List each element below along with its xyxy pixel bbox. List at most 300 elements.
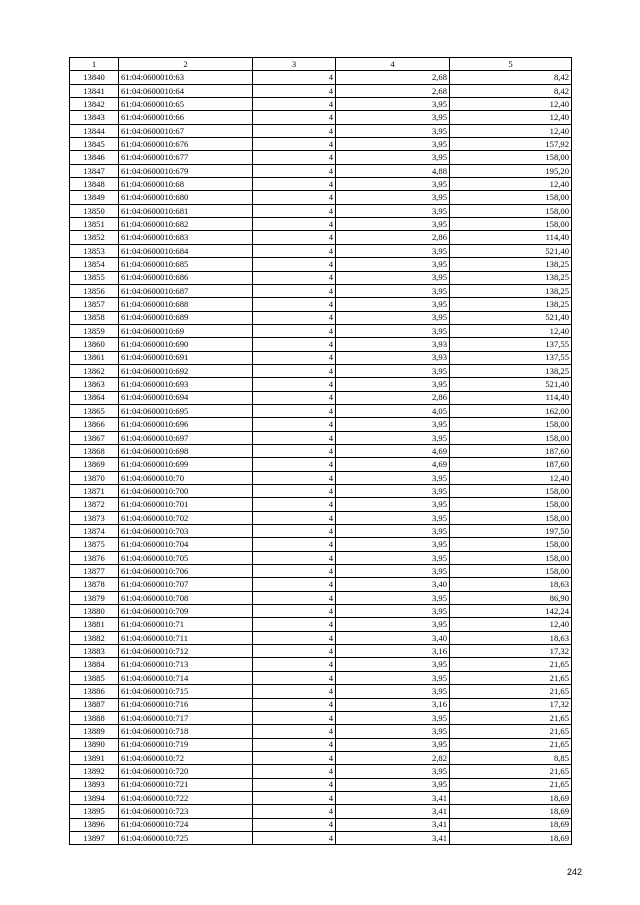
amount-cell: 197,50	[450, 525, 572, 538]
cadastral-number-cell: 61:04:0600010:700	[119, 485, 253, 498]
row-number-cell: 13859	[70, 324, 119, 337]
cadastral-number-cell: 61:04:0600010:66	[119, 111, 253, 124]
cadastral-number-cell: 61:04:0600010:676	[119, 138, 253, 151]
rate-cell: 4	[253, 805, 336, 818]
rate-cell: 4	[253, 751, 336, 764]
rate-cell: 4	[253, 618, 336, 631]
rate-cell: 4	[253, 298, 336, 311]
row-number-cell: 13843	[70, 111, 119, 124]
amount-cell: 142,24	[450, 605, 572, 618]
amount-cell: 138,25	[450, 258, 572, 271]
table-row	[70, 404, 572, 417]
amount-cell: 18,63	[450, 631, 572, 644]
amount-cell: 17,32	[450, 698, 572, 711]
amount-cell: 187,60	[450, 458, 572, 471]
cadastral-number-cell: 61:04:0600010:712	[119, 645, 253, 658]
row-number-cell: 13895	[70, 805, 119, 818]
amount-cell: 21,65	[450, 711, 572, 724]
row-number-cell: 13878	[70, 578, 119, 591]
table-row	[70, 711, 572, 724]
table-row	[70, 685, 572, 698]
table-row	[70, 284, 572, 297]
cadastral-number-cell: 61:04:0600010:693	[119, 378, 253, 391]
value-cell: 3,95	[336, 498, 450, 511]
amount-cell: 12,40	[450, 98, 572, 111]
amount-cell: 137,55	[450, 351, 572, 364]
value-cell: 3,16	[336, 698, 450, 711]
page-number: 242	[566, 867, 582, 877]
rate-cell: 4	[253, 765, 336, 778]
table-row	[70, 471, 572, 484]
rate-cell: 4	[253, 658, 336, 671]
cadastral-number-cell: 61:04:0600010:680	[119, 191, 253, 204]
cadastral-number-cell: 61:04:0600010:64	[119, 84, 253, 97]
value-cell: 3,95	[336, 138, 450, 151]
value-cell: 4,69	[336, 444, 450, 457]
value-cell: 3,95	[336, 565, 450, 578]
row-number-cell: 13884	[70, 658, 119, 671]
cadastral-number-cell: 61:04:0600010:713	[119, 658, 253, 671]
table-row	[70, 551, 572, 564]
data-table	[69, 57, 572, 845]
rate-cell: 4	[253, 645, 336, 658]
rate-cell: 4	[253, 685, 336, 698]
rate-cell: 4	[253, 338, 336, 351]
row-number-cell: 13889	[70, 725, 119, 738]
value-cell: 3,95	[336, 431, 450, 444]
row-number-cell: 13840	[70, 71, 119, 84]
row-number-cell: 13897	[70, 831, 119, 844]
value-cell: 3,95	[336, 725, 450, 738]
table-row	[70, 751, 572, 764]
value-cell: 3,95	[336, 98, 450, 111]
row-number-cell: 13874	[70, 525, 119, 538]
cadastral-number-cell: 61:04:0600010:709	[119, 605, 253, 618]
table-row	[70, 671, 572, 684]
rate-cell: 4	[253, 711, 336, 724]
rate-cell: 4	[253, 498, 336, 511]
amount-cell: 21,65	[450, 671, 572, 684]
rate-cell: 4	[253, 378, 336, 391]
amount-cell: 18,63	[450, 578, 572, 591]
table-row	[70, 258, 572, 271]
amount-cell: 21,65	[450, 778, 572, 791]
amount-cell: 158,00	[450, 218, 572, 231]
table-row	[70, 485, 572, 498]
amount-cell: 137,55	[450, 338, 572, 351]
column-header-2: 2	[119, 58, 253, 71]
table-row	[70, 324, 572, 337]
rate-cell: 4	[253, 218, 336, 231]
value-cell: 3,41	[336, 831, 450, 844]
cadastral-number-cell: 61:04:0600010:69	[119, 324, 253, 337]
rate-cell: 4	[253, 178, 336, 191]
rate-cell: 4	[253, 444, 336, 457]
cadastral-number-cell: 61:04:0600010:70	[119, 471, 253, 484]
rate-cell: 4	[253, 578, 336, 591]
table-row	[70, 511, 572, 524]
amount-cell: 8,42	[450, 84, 572, 97]
cadastral-number-cell: 61:04:0600010:63	[119, 71, 253, 84]
cadastral-number-cell: 61:04:0600010:725	[119, 831, 253, 844]
value-cell: 3,95	[336, 511, 450, 524]
cadastral-number-cell: 61:04:0600010:686	[119, 271, 253, 284]
table-row	[70, 418, 572, 431]
cadastral-number-cell: 61:04:0600010:720	[119, 765, 253, 778]
amount-cell: 138,25	[450, 298, 572, 311]
table-row	[70, 444, 572, 457]
row-number-cell: 13849	[70, 191, 119, 204]
table-row	[70, 298, 572, 311]
rate-cell: 4	[253, 324, 336, 337]
row-number-cell: 13854	[70, 258, 119, 271]
row-number-cell: 13842	[70, 98, 119, 111]
rate-cell: 4	[253, 671, 336, 684]
value-cell: 3,95	[336, 418, 450, 431]
rate-cell: 4	[253, 364, 336, 377]
amount-cell: 138,25	[450, 284, 572, 297]
cadastral-number-cell: 61:04:0600010:723	[119, 805, 253, 818]
rate-cell: 4	[253, 538, 336, 551]
row-number-cell: 13888	[70, 711, 119, 724]
value-cell: 4,88	[336, 164, 450, 177]
cadastral-number-cell: 61:04:0600010:688	[119, 298, 253, 311]
value-cell: 3,95	[336, 711, 450, 724]
row-number-cell: 13879	[70, 591, 119, 604]
value-cell: 3,95	[336, 284, 450, 297]
table-row	[70, 218, 572, 231]
table-row	[70, 364, 572, 377]
value-cell: 3,95	[336, 538, 450, 551]
rate-cell: 4	[253, 191, 336, 204]
amount-cell: 18,69	[450, 791, 572, 804]
value-cell: 3,95	[336, 685, 450, 698]
row-number-cell: 13844	[70, 124, 119, 137]
cadastral-number-cell: 61:04:0600010:718	[119, 725, 253, 738]
rate-cell: 4	[253, 124, 336, 137]
table-row	[70, 151, 572, 164]
cadastral-number-cell: 61:04:0600010:685	[119, 258, 253, 271]
row-number-cell: 13847	[70, 164, 119, 177]
table-row	[70, 431, 572, 444]
row-number-cell: 13868	[70, 444, 119, 457]
cadastral-number-cell: 61:04:0600010:701	[119, 498, 253, 511]
table-row	[70, 111, 572, 124]
table-row	[70, 605, 572, 618]
row-number-cell: 13852	[70, 231, 119, 244]
table-body	[70, 71, 572, 845]
rate-cell: 4	[253, 525, 336, 538]
row-number-cell: 13896	[70, 818, 119, 831]
table-row	[70, 818, 572, 831]
amount-cell: 157,92	[450, 138, 572, 151]
table-row	[70, 498, 572, 511]
rate-cell: 4	[253, 831, 336, 844]
row-number-cell: 13845	[70, 138, 119, 151]
amount-cell: 158,00	[450, 204, 572, 217]
table-row	[70, 805, 572, 818]
value-cell: 3,95	[336, 218, 450, 231]
rate-cell: 4	[253, 84, 336, 97]
row-number-cell: 13866	[70, 418, 119, 431]
row-number-cell: 13883	[70, 645, 119, 658]
row-number-cell: 13876	[70, 551, 119, 564]
table-row	[70, 618, 572, 631]
rate-cell: 4	[253, 351, 336, 364]
amount-cell: 521,40	[450, 378, 572, 391]
value-cell: 3,95	[336, 738, 450, 751]
row-number-cell: 13882	[70, 631, 119, 644]
header-row	[70, 58, 572, 71]
amount-cell: 158,00	[450, 485, 572, 498]
amount-cell: 114,40	[450, 231, 572, 244]
amount-cell: 158,00	[450, 151, 572, 164]
rate-cell: 4	[253, 284, 336, 297]
amount-cell: 195,20	[450, 164, 572, 177]
cadastral-number-cell: 61:04:0600010:708	[119, 591, 253, 604]
rate-cell: 4	[253, 565, 336, 578]
row-number-cell: 13877	[70, 565, 119, 578]
rate-cell: 4	[253, 458, 336, 471]
rate-cell: 4	[253, 71, 336, 84]
row-number-cell: 13860	[70, 338, 119, 351]
cadastral-number-cell: 61:04:0600010:724	[119, 818, 253, 831]
amount-cell: 521,40	[450, 311, 572, 324]
row-number-cell: 13857	[70, 298, 119, 311]
value-cell: 3,95	[336, 658, 450, 671]
cadastral-number-cell: 61:04:0600010:691	[119, 351, 253, 364]
value-cell: 3,95	[336, 298, 450, 311]
value-cell: 3,41	[336, 791, 450, 804]
amount-cell: 12,40	[450, 111, 572, 124]
cadastral-number-cell: 61:04:0600010:681	[119, 204, 253, 217]
rate-cell: 4	[253, 151, 336, 164]
rate-cell: 4	[253, 244, 336, 257]
cadastral-number-cell: 61:04:0600010:703	[119, 525, 253, 538]
cadastral-number-cell: 61:04:0600010:692	[119, 364, 253, 377]
cadastral-number-cell: 61:04:0600010:690	[119, 338, 253, 351]
cadastral-number-cell: 61:04:0600010:715	[119, 685, 253, 698]
table-row	[70, 378, 572, 391]
rate-cell: 4	[253, 311, 336, 324]
amount-cell: 8,42	[450, 71, 572, 84]
rate-cell: 4	[253, 818, 336, 831]
rate-cell: 4	[253, 591, 336, 604]
cadastral-number-cell: 61:04:0600010:707	[119, 578, 253, 591]
table-row	[70, 191, 572, 204]
cadastral-number-cell: 61:04:0600010:695	[119, 404, 253, 417]
table-row	[70, 244, 572, 257]
table-header	[70, 58, 572, 71]
table-row	[70, 578, 572, 591]
amount-cell: 17,32	[450, 645, 572, 658]
cadastral-number-cell: 61:04:0600010:699	[119, 458, 253, 471]
table-row	[70, 138, 572, 151]
value-cell: 3,41	[336, 818, 450, 831]
rate-cell: 4	[253, 271, 336, 284]
value-cell: 2,68	[336, 71, 450, 84]
table-row	[70, 698, 572, 711]
value-cell: 3,95	[336, 605, 450, 618]
table-row	[70, 124, 572, 137]
cadastral-number-cell: 61:04:0600010:721	[119, 778, 253, 791]
row-number-cell: 13891	[70, 751, 119, 764]
row-number-cell: 13890	[70, 738, 119, 751]
table-row	[70, 538, 572, 551]
cadastral-number-cell: 61:04:0600010:704	[119, 538, 253, 551]
value-cell: 3,95	[336, 111, 450, 124]
column-header-1: 1	[70, 58, 119, 71]
amount-cell: 86,90	[450, 591, 572, 604]
table-row	[70, 658, 572, 671]
table-row	[70, 831, 572, 844]
amount-cell: 162,00	[450, 404, 572, 417]
amount-cell: 114,40	[450, 391, 572, 404]
value-cell: 3,95	[336, 591, 450, 604]
rate-cell: 4	[253, 391, 336, 404]
value-cell: 3,95	[336, 271, 450, 284]
value-cell: 4,69	[336, 458, 450, 471]
cadastral-number-cell: 61:04:0600010:65	[119, 98, 253, 111]
row-number-cell: 13886	[70, 685, 119, 698]
row-number-cell: 13867	[70, 431, 119, 444]
table-row	[70, 525, 572, 538]
table-row	[70, 458, 572, 471]
amount-cell: 21,65	[450, 658, 572, 671]
rate-cell: 4	[253, 738, 336, 751]
row-number-cell: 13894	[70, 791, 119, 804]
row-number-cell: 13873	[70, 511, 119, 524]
rate-cell: 4	[253, 98, 336, 111]
table-row	[70, 765, 572, 778]
table-row	[70, 271, 572, 284]
amount-cell: 21,65	[450, 765, 572, 778]
row-number-cell: 13865	[70, 404, 119, 417]
value-cell: 3,95	[336, 258, 450, 271]
table-row	[70, 84, 572, 97]
amount-cell: 12,40	[450, 618, 572, 631]
amount-cell: 21,65	[450, 725, 572, 738]
row-number-cell: 13858	[70, 311, 119, 324]
row-number-cell: 13887	[70, 698, 119, 711]
row-number-cell: 13850	[70, 204, 119, 217]
value-cell: 3,95	[336, 378, 450, 391]
value-cell: 3,93	[336, 351, 450, 364]
rate-cell: 4	[253, 725, 336, 738]
table-row	[70, 725, 572, 738]
amount-cell: 158,00	[450, 565, 572, 578]
table-row	[70, 71, 572, 84]
rate-cell: 4	[253, 511, 336, 524]
amount-cell: 12,40	[450, 124, 572, 137]
row-number-cell: 13875	[70, 538, 119, 551]
rate-cell: 4	[253, 471, 336, 484]
row-number-cell: 13892	[70, 765, 119, 778]
amount-cell: 21,65	[450, 738, 572, 751]
row-number-cell: 13861	[70, 351, 119, 364]
rate-cell: 4	[253, 164, 336, 177]
row-number-cell: 13851	[70, 218, 119, 231]
row-number-cell: 13893	[70, 778, 119, 791]
cadastral-number-cell: 61:04:0600010:702	[119, 511, 253, 524]
table-row	[70, 645, 572, 658]
rate-cell: 4	[253, 791, 336, 804]
cadastral-number-cell: 61:04:0600010:714	[119, 671, 253, 684]
rate-cell: 4	[253, 605, 336, 618]
rate-cell: 4	[253, 231, 336, 244]
cadastral-number-cell: 61:04:0600010:684	[119, 244, 253, 257]
cadastral-number-cell: 61:04:0600010:698	[119, 444, 253, 457]
rate-cell: 4	[253, 204, 336, 217]
table-row	[70, 231, 572, 244]
amount-cell: 21,65	[450, 685, 572, 698]
value-cell: 4,05	[336, 404, 450, 417]
table-row	[70, 391, 572, 404]
amount-cell: 158,00	[450, 551, 572, 564]
amount-cell: 12,40	[450, 178, 572, 191]
value-cell: 3,95	[336, 551, 450, 564]
table-row	[70, 98, 572, 111]
table-row	[70, 791, 572, 804]
amount-cell: 12,40	[450, 324, 572, 337]
cadastral-number-cell: 61:04:0600010:683	[119, 231, 253, 244]
table-row	[70, 204, 572, 217]
amount-cell: 12,40	[450, 471, 572, 484]
value-cell: 3,95	[336, 244, 450, 257]
rate-cell: 4	[253, 258, 336, 271]
cadastral-number-cell: 61:04:0600010:679	[119, 164, 253, 177]
row-number-cell: 13855	[70, 271, 119, 284]
table-row	[70, 591, 572, 604]
amount-cell: 138,25	[450, 364, 572, 377]
value-cell: 3,95	[336, 191, 450, 204]
cadastral-number-cell: 61:04:0600010:697	[119, 431, 253, 444]
rate-cell: 4	[253, 485, 336, 498]
cadastral-number-cell: 61:04:0600010:67	[119, 124, 253, 137]
row-number-cell: 13869	[70, 458, 119, 471]
amount-cell: 138,25	[450, 271, 572, 284]
value-cell: 2,86	[336, 231, 450, 244]
rate-cell: 4	[253, 431, 336, 444]
amount-cell: 158,00	[450, 498, 572, 511]
row-number-cell: 13863	[70, 378, 119, 391]
cadastral-number-cell: 61:04:0600010:687	[119, 284, 253, 297]
row-number-cell: 13846	[70, 151, 119, 164]
value-cell: 2,86	[336, 391, 450, 404]
rate-cell: 4	[253, 698, 336, 711]
cadastral-number-cell: 61:04:0600010:682	[119, 218, 253, 231]
row-number-cell: 13864	[70, 391, 119, 404]
value-cell: 3,16	[336, 645, 450, 658]
value-cell: 3,95	[336, 178, 450, 191]
cadastral-number-cell: 61:04:0600010:717	[119, 711, 253, 724]
cadastral-number-cell: 61:04:0600010:716	[119, 698, 253, 711]
amount-cell: 18,69	[450, 805, 572, 818]
rate-cell: 4	[253, 631, 336, 644]
cadastral-number-cell: 61:04:0600010:719	[119, 738, 253, 751]
table-row	[70, 631, 572, 644]
value-cell: 3,95	[336, 311, 450, 324]
cadastral-number-cell: 61:04:0600010:71	[119, 618, 253, 631]
rate-cell: 4	[253, 138, 336, 151]
rate-cell: 4	[253, 551, 336, 564]
amount-cell: 18,69	[450, 818, 572, 831]
cadastral-number-cell: 61:04:0600010:677	[119, 151, 253, 164]
row-number-cell: 13870	[70, 471, 119, 484]
value-cell: 3,95	[336, 204, 450, 217]
row-number-cell: 13862	[70, 364, 119, 377]
value-cell: 3,93	[336, 338, 450, 351]
